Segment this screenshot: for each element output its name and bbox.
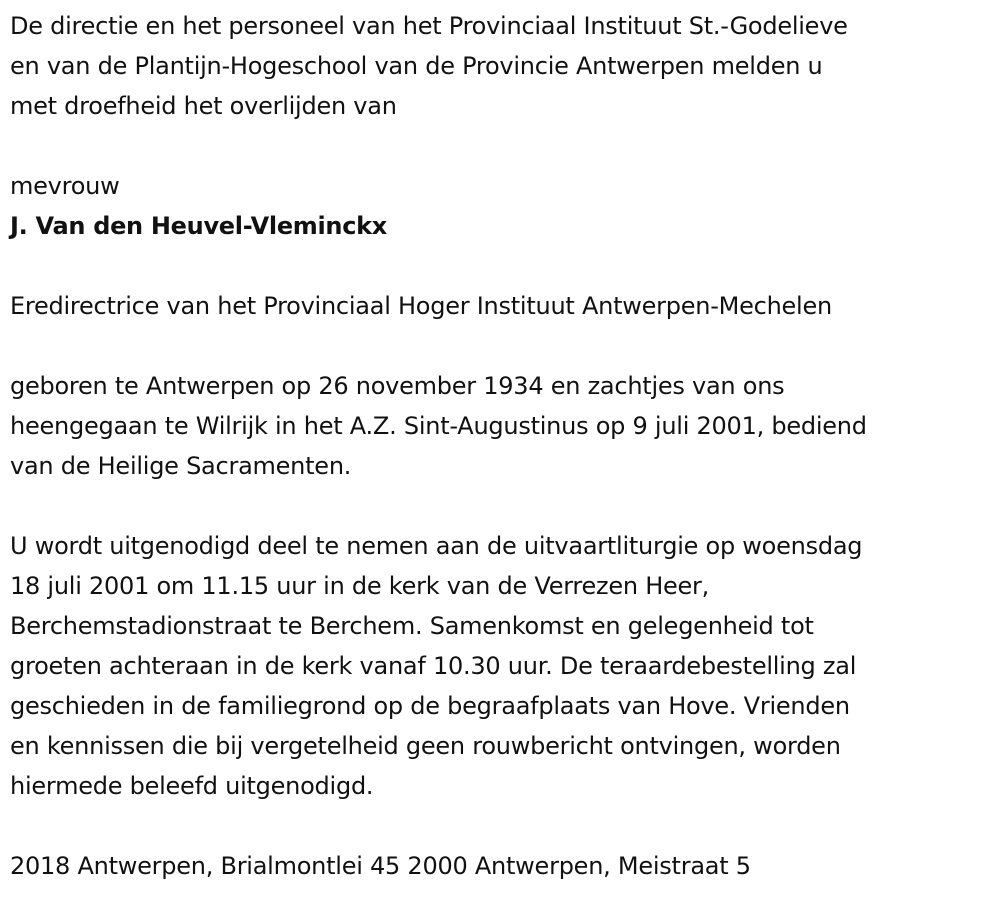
funeral-line: 18 juli 2001 om 11.15 uur in de kerk van de Verrezen Heer, — [10, 572, 710, 600]
paragraph-spacer — [10, 246, 995, 286]
intro-line: met droefheid het overlijden van — [10, 92, 397, 120]
birth-paragraph — [10, 366, 995, 486]
birth-line: geboren te Antwerpen op 26 november 1934 en zachtjes van ons — [10, 372, 785, 400]
funeral-paragraph — [10, 526, 995, 806]
funeral-line: Berchemstadionstraat te Berchem. Samenkomst en gelegenheid tot — [10, 612, 814, 640]
paragraph-spacer — [10, 126, 995, 166]
paragraph-spacer — [10, 326, 995, 366]
addresses: 2018 Antwerpen, Brialmontlei 45 2000 Antwerpen, Meistraat 5 — [10, 852, 751, 880]
obituary-notice — [10, 6, 995, 886]
birth-line: heengegaan te Wilrijk in het A.Z. Sint-Augustinus op 9 juli 2001, bediend — [10, 412, 867, 440]
salutation: mevrouw — [10, 172, 120, 200]
birth-line: van de Heilige Sacramenten. — [10, 452, 352, 480]
intro-line: en van de Plantijn-Hogeschool van de Provincie Antwerpen melden u — [10, 52, 823, 80]
paragraph-spacer — [10, 806, 995, 846]
funeral-line: geschieden in de familiegrond op de begraafplaats van Hove. Vrienden — [10, 692, 850, 720]
intro-paragraph — [10, 6, 995, 126]
funeral-line: hiermede beleefd uitgenodigd. — [10, 772, 374, 800]
intro-line: De directie en het personeel van het Provinciaal Instituut St.-Godelieve — [10, 12, 848, 40]
honorary-title: Eredirectrice van het Provinciaal Hoger Instituut Antwerpen-Mechelen — [10, 292, 832, 320]
deceased-name: J. Van den Heuvel-Vleminckx — [10, 212, 387, 240]
paragraph-spacer — [10, 486, 995, 526]
funeral-line: groeten achteraan in de kerk vanaf 10.30 uur. De teraardebestelling zal — [10, 652, 857, 680]
funeral-line: U wordt uitgenodigd deel te nemen aan de uitvaartliturgie op woensdag — [10, 532, 863, 560]
funeral-line: en kennissen die bij vergetelheid geen rouwbericht ontvingen, worden — [10, 732, 841, 760]
